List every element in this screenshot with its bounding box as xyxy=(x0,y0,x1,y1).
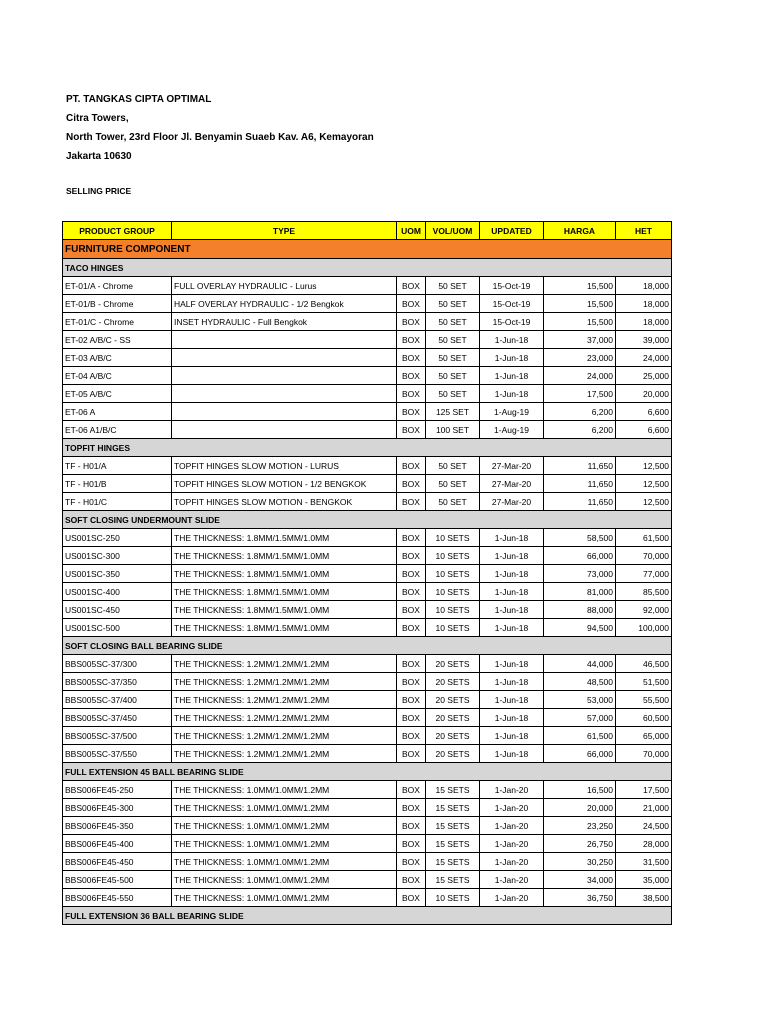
cell-vol-uom: 10 SETS xyxy=(426,583,480,601)
cell-vol-uom: 15 SETS xyxy=(426,799,480,817)
cell-uom: BOX xyxy=(397,655,426,673)
cell-type: THE THICKNESS: 1.8MM/1.5MM/1.0MM xyxy=(172,601,397,619)
cell-harga: 53,000 xyxy=(544,691,616,709)
table-row xyxy=(63,277,672,295)
cell-product: ET-06 A1/B/C xyxy=(63,421,172,439)
cell-product: BBS006FE45-550 xyxy=(63,889,172,907)
group-label: SOFT CLOSING BALL BEARING SLIDE xyxy=(63,637,672,655)
cell-vol-uom: 20 SETS xyxy=(426,691,480,709)
cell-vol-uom: 10 SETS xyxy=(426,547,480,565)
cell-vol-uom: 100 SET xyxy=(426,421,480,439)
cell-product: ET-01/A - Chrome xyxy=(63,277,172,295)
cell-vol-uom: 50 SET xyxy=(426,277,480,295)
cell-harga: 15,500 xyxy=(544,313,616,331)
cell-updated: 1-Jun-18 xyxy=(480,691,544,709)
cell-het: 12,500 xyxy=(616,457,672,475)
table-row xyxy=(63,835,672,853)
cell-uom: BOX xyxy=(397,277,426,295)
cell-uom: BOX xyxy=(397,331,426,349)
cell-product: ET-03 A/B/C xyxy=(63,349,172,367)
cell-het: 35,000 xyxy=(616,871,672,889)
cell-het: 39,000 xyxy=(616,331,672,349)
table-row xyxy=(63,871,672,889)
cell-het: 77,000 xyxy=(616,565,672,583)
cell-type: THE THICKNESS: 1.8MM/1.5MM/1.0MM xyxy=(172,565,397,583)
table-row xyxy=(63,817,672,835)
cell-harga: 44,000 xyxy=(544,655,616,673)
cell-het: 60,500 xyxy=(616,709,672,727)
table-row xyxy=(63,313,672,331)
cell-product: BBS006FE45-300 xyxy=(63,799,172,817)
cell-uom: BOX xyxy=(397,367,426,385)
cell-vol-uom: 125 SET xyxy=(426,403,480,421)
cell-vol-uom: 20 SETS xyxy=(426,655,480,673)
cell-updated: 1-Jun-18 xyxy=(480,655,544,673)
cell-type: THE THICKNESS: 1.0MM/1.0MM/1.2MM xyxy=(172,853,397,871)
cell-het: 70,000 xyxy=(616,745,672,763)
table-row xyxy=(63,781,672,799)
table-header-row xyxy=(63,222,672,240)
cell-product: ET-02 A/B/C - SS xyxy=(63,331,172,349)
col-uom: UOM xyxy=(397,222,426,240)
cell-uom: BOX xyxy=(397,835,426,853)
table-body xyxy=(63,240,672,925)
cell-harga: 15,500 xyxy=(544,277,616,295)
cell-vol-uom: 15 SETS xyxy=(426,817,480,835)
cell-updated: 1-Jun-18 xyxy=(480,583,544,601)
cell-harga: 15,500 xyxy=(544,295,616,313)
cell-harga: 58,500 xyxy=(544,529,616,547)
cell-harga: 48,500 xyxy=(544,673,616,691)
table-row xyxy=(63,853,672,871)
group-row xyxy=(63,511,672,529)
cell-uom: BOX xyxy=(397,493,426,511)
cell-vol-uom: 10 SETS xyxy=(426,889,480,907)
cell-uom: BOX xyxy=(397,709,426,727)
cell-harga: 16,500 xyxy=(544,781,616,799)
table-row xyxy=(63,619,672,637)
table-row xyxy=(63,331,672,349)
cell-type: INSET HYDRAULIC - Full Bengkok xyxy=(172,313,397,331)
cell-type: THE THICKNESS: 1.0MM/1.0MM/1.2MM xyxy=(172,817,397,835)
cell-product: TF - H01/C xyxy=(63,493,172,511)
cell-het: 51,500 xyxy=(616,673,672,691)
cell-product: TF - H01/A xyxy=(63,457,172,475)
cell-uom: BOX xyxy=(397,745,426,763)
col-product-group: PRODUCT GROUP xyxy=(63,222,172,240)
cell-vol-uom: 50 SET xyxy=(426,331,480,349)
cell-type: THE THICKNESS: 1.2MM/1.2MM/1.2MM xyxy=(172,727,397,745)
group-label: TACO HINGES xyxy=(63,259,672,277)
cell-harga: 6,200 xyxy=(544,421,616,439)
table-row xyxy=(63,475,672,493)
cell-product: BBS006FE45-450 xyxy=(63,853,172,871)
cell-product: ET-01/B - Chrome xyxy=(63,295,172,313)
cell-uom: BOX xyxy=(397,421,426,439)
group-row xyxy=(63,259,672,277)
cell-harga: 61,500 xyxy=(544,727,616,745)
cell-vol-uom: 15 SETS xyxy=(426,853,480,871)
cell-product: TF - H01/B xyxy=(63,475,172,493)
cell-het: 46,500 xyxy=(616,655,672,673)
cell-het: 31,500 xyxy=(616,853,672,871)
cell-updated: 1-Aug-19 xyxy=(480,403,544,421)
cell-product: BBS006FE45-350 xyxy=(63,817,172,835)
cell-vol-uom: 50 SET xyxy=(426,475,480,493)
cell-vol-uom: 10 SETS xyxy=(426,619,480,637)
group-label: TOPFIT HINGES xyxy=(63,439,672,457)
cell-het: 85,500 xyxy=(616,583,672,601)
cell-product: BBS005SC-37/350 xyxy=(63,673,172,691)
cell-uom: BOX xyxy=(397,853,426,871)
cell-type: THE THICKNESS: 1.0MM/1.0MM/1.2MM xyxy=(172,889,397,907)
cell-harga: 11,650 xyxy=(544,493,616,511)
cell-uom: BOX xyxy=(397,691,426,709)
cell-harga: 23,000 xyxy=(544,349,616,367)
cell-uom: BOX xyxy=(397,403,426,421)
cell-type xyxy=(172,403,397,421)
table-row xyxy=(63,745,672,763)
table-row xyxy=(63,673,672,691)
table-row xyxy=(63,709,672,727)
section-row xyxy=(63,240,672,259)
cell-uom: BOX xyxy=(397,529,426,547)
group-label: FULL EXTENSION 36 BALL BEARING SLIDE xyxy=(63,907,672,925)
cell-harga: 20,000 xyxy=(544,799,616,817)
cell-harga: 37,000 xyxy=(544,331,616,349)
cell-vol-uom: 20 SETS xyxy=(426,709,480,727)
cell-uom: BOX xyxy=(397,781,426,799)
cell-uom: BOX xyxy=(397,295,426,313)
cell-product: BBS005SC-37/300 xyxy=(63,655,172,673)
cell-updated: 27-Mar-20 xyxy=(480,457,544,475)
cell-type: THE THICKNESS: 1.8MM/1.5MM/1.0MM xyxy=(172,583,397,601)
cell-type: TOPFIT HINGES SLOW MOTION - 1/2 BENGKOK xyxy=(172,475,397,493)
cell-type: THE THICKNESS: 1.0MM/1.0MM/1.2MM xyxy=(172,871,397,889)
table-row xyxy=(63,565,672,583)
table-row xyxy=(63,655,672,673)
cell-vol-uom: 50 SET xyxy=(426,313,480,331)
cell-vol-uom: 15 SETS xyxy=(426,835,480,853)
cell-product: BBS005SC-37/500 xyxy=(63,727,172,745)
cell-product: ET-06 A xyxy=(63,403,172,421)
cell-updated: 1-Jan-20 xyxy=(480,781,544,799)
table-row xyxy=(63,799,672,817)
cell-vol-uom: 50 SET xyxy=(426,457,480,475)
cell-updated: 1-Jan-20 xyxy=(480,889,544,907)
table-row xyxy=(63,889,672,907)
cell-type: TOPFIT HINGES SLOW MOTION - LURUS xyxy=(172,457,397,475)
cell-het: 6,600 xyxy=(616,421,672,439)
cell-updated: 1-Jun-18 xyxy=(480,385,544,403)
cell-uom: BOX xyxy=(397,727,426,745)
cell-het: 21,000 xyxy=(616,799,672,817)
cell-type: THE THICKNESS: 1.8MM/1.5MM/1.0MM xyxy=(172,529,397,547)
table-row xyxy=(63,367,672,385)
cell-uom: BOX xyxy=(397,619,426,637)
col-het: HET xyxy=(616,222,672,240)
cell-product: BBS006FE45-400 xyxy=(63,835,172,853)
cell-type xyxy=(172,331,397,349)
col-type: TYPE xyxy=(172,222,397,240)
cell-type: THE THICKNESS: 1.0MM/1.0MM/1.2MM xyxy=(172,799,397,817)
cell-product: US001SC-250 xyxy=(63,529,172,547)
group-label: FULL EXTENSION 45 BALL BEARING SLIDE xyxy=(63,763,672,781)
cell-vol-uom: 15 SETS xyxy=(426,871,480,889)
cell-uom: BOX xyxy=(397,547,426,565)
cell-product: BBS006FE45-500 xyxy=(63,871,172,889)
cell-vol-uom: 50 SET xyxy=(426,493,480,511)
cell-uom: BOX xyxy=(397,889,426,907)
cell-updated: 1-Jun-18 xyxy=(480,601,544,619)
cell-updated: 1-Jun-18 xyxy=(480,529,544,547)
table-row xyxy=(63,727,672,745)
cell-het: 24,000 xyxy=(616,349,672,367)
cell-type: THE THICKNESS: 1.2MM/1.2MM/1.2MM xyxy=(172,691,397,709)
cell-updated: 27-Mar-20 xyxy=(480,493,544,511)
cell-harga: 81,000 xyxy=(544,583,616,601)
cell-harga: 6,200 xyxy=(544,403,616,421)
table-row xyxy=(63,295,672,313)
group-label: SOFT CLOSING UNDERMOUNT SLIDE xyxy=(63,511,672,529)
col-vol-uom: VOL/UOM xyxy=(426,222,480,240)
cell-het: 6,600 xyxy=(616,403,672,421)
cell-vol-uom: 50 SET xyxy=(426,349,480,367)
cell-type xyxy=(172,385,397,403)
section-label: FURNITURE COMPONENT xyxy=(63,240,672,259)
cell-product: BBS005SC-37/550 xyxy=(63,745,172,763)
cell-type xyxy=(172,349,397,367)
table-row xyxy=(63,601,672,619)
cell-het: 61,500 xyxy=(616,529,672,547)
cell-harga: 11,650 xyxy=(544,457,616,475)
cell-updated: 1-Jun-18 xyxy=(480,565,544,583)
cell-updated: 1-Jun-18 xyxy=(480,673,544,691)
cell-uom: BOX xyxy=(397,799,426,817)
cell-type: TOPFIT HINGES SLOW MOTION - BENGKOK xyxy=(172,493,397,511)
table-row xyxy=(63,421,672,439)
cell-het: 92,000 xyxy=(616,601,672,619)
cell-het: 100,000 xyxy=(616,619,672,637)
cell-updated: 1-Jun-18 xyxy=(480,331,544,349)
cell-type: HALF OVERLAY HYDRAULIC - 1/2 Bengkok xyxy=(172,295,397,313)
cell-het: 18,000 xyxy=(616,277,672,295)
cell-het: 38,500 xyxy=(616,889,672,907)
cell-updated: 1-Jun-18 xyxy=(480,619,544,637)
cell-type: THE THICKNESS: 1.8MM/1.5MM/1.0MM xyxy=(172,547,397,565)
cell-product: US001SC-300 xyxy=(63,547,172,565)
cell-updated: 1-Jan-20 xyxy=(480,799,544,817)
cell-uom: BOX xyxy=(397,583,426,601)
table-row xyxy=(63,529,672,547)
cell-het: 65,000 xyxy=(616,727,672,745)
cell-type: THE THICKNESS: 1.2MM/1.2MM/1.2MM xyxy=(172,709,397,727)
table-row xyxy=(63,493,672,511)
cell-het: 55,500 xyxy=(616,691,672,709)
cell-het: 18,000 xyxy=(616,313,672,331)
table-row xyxy=(63,547,672,565)
cell-harga: 88,000 xyxy=(544,601,616,619)
price-table xyxy=(62,221,672,925)
group-row xyxy=(63,637,672,655)
cell-product: ET-05 A/B/C xyxy=(63,385,172,403)
cell-vol-uom: 10 SETS xyxy=(426,565,480,583)
cell-harga: 11,650 xyxy=(544,475,616,493)
company-name: PT. TANGKAS CIPTA OPTIMAL xyxy=(66,94,212,105)
cell-updated: 15-Oct-19 xyxy=(480,295,544,313)
cell-updated: 1-Jun-18 xyxy=(480,367,544,385)
cell-product: BBS006FE45-250 xyxy=(63,781,172,799)
cell-type: THE THICKNESS: 1.2MM/1.2MM/1.2MM xyxy=(172,655,397,673)
cell-type: THE THICKNESS: 1.0MM/1.0MM/1.2MM xyxy=(172,835,397,853)
cell-uom: BOX xyxy=(397,673,426,691)
cell-uom: BOX xyxy=(397,313,426,331)
cell-harga: 94,500 xyxy=(544,619,616,637)
cell-product: US001SC-500 xyxy=(63,619,172,637)
cell-het: 12,500 xyxy=(616,475,672,493)
cell-het: 17,500 xyxy=(616,781,672,799)
cell-product: ET-01/C - Chrome xyxy=(63,313,172,331)
cell-type: FULL OVERLAY HYDRAULIC - Lurus xyxy=(172,277,397,295)
company-address-1: Citra Towers, xyxy=(66,113,129,124)
cell-vol-uom: 20 SETS xyxy=(426,727,480,745)
cell-vol-uom: 50 SET xyxy=(426,295,480,313)
table-row xyxy=(63,583,672,601)
company-address-2: North Tower, 23rd Floor Jl. Benyamin Suaeb Kav. A6, Kemayoran xyxy=(66,132,374,143)
table-row xyxy=(63,385,672,403)
cell-updated: 27-Mar-20 xyxy=(480,475,544,493)
cell-type: THE THICKNESS: 1.2MM/1.2MM/1.2MM xyxy=(172,673,397,691)
group-row xyxy=(63,763,672,781)
cell-uom: BOX xyxy=(397,871,426,889)
doc-title: SELLING PRICE xyxy=(66,186,132,196)
cell-product: BBS005SC-37/400 xyxy=(63,691,172,709)
cell-het: 24,500 xyxy=(616,817,672,835)
cell-product: US001SC-450 xyxy=(63,601,172,619)
cell-uom: BOX xyxy=(397,385,426,403)
cell-harga: 30,250 xyxy=(544,853,616,871)
cell-het: 70,000 xyxy=(616,547,672,565)
cell-updated: 15-Oct-19 xyxy=(480,277,544,295)
cell-uom: BOX xyxy=(397,475,426,493)
col-harga: HARGA xyxy=(544,222,616,240)
cell-updated: 15-Oct-19 xyxy=(480,313,544,331)
cell-type: THE THICKNESS: 1.0MM/1.0MM/1.2MM xyxy=(172,781,397,799)
cell-vol-uom: 50 SET xyxy=(426,367,480,385)
cell-het: 20,000 xyxy=(616,385,672,403)
company-header xyxy=(66,90,374,166)
cell-vol-uom: 20 SETS xyxy=(426,745,480,763)
cell-harga: 34,000 xyxy=(544,871,616,889)
table-row xyxy=(63,691,672,709)
cell-het: 18,000 xyxy=(616,295,672,313)
cell-product: ET-04 A/B/C xyxy=(63,367,172,385)
cell-type: THE THICKNESS: 1.8MM/1.5MM/1.0MM xyxy=(172,619,397,637)
cell-uom: BOX xyxy=(397,565,426,583)
cell-vol-uom: 20 SETS xyxy=(426,673,480,691)
cell-updated: 1-Jan-20 xyxy=(480,817,544,835)
cell-uom: BOX xyxy=(397,817,426,835)
col-updated: UPDATED xyxy=(480,222,544,240)
cell-product: US001SC-350 xyxy=(63,565,172,583)
cell-harga: 17,500 xyxy=(544,385,616,403)
cell-uom: BOX xyxy=(397,601,426,619)
cell-uom: BOX xyxy=(397,457,426,475)
cell-product: US001SC-400 xyxy=(63,583,172,601)
cell-harga: 57,000 xyxy=(544,709,616,727)
cell-harga: 26,750 xyxy=(544,835,616,853)
table-row xyxy=(63,403,672,421)
cell-updated: 1-Jun-18 xyxy=(480,709,544,727)
cell-harga: 36,750 xyxy=(544,889,616,907)
group-row xyxy=(63,907,672,925)
cell-harga: 66,000 xyxy=(544,547,616,565)
table-row xyxy=(63,349,672,367)
cell-het: 12,500 xyxy=(616,493,672,511)
cell-vol-uom: 10 SETS xyxy=(426,529,480,547)
cell-updated: 1-Jun-18 xyxy=(480,349,544,367)
cell-updated: 1-Jun-18 xyxy=(480,547,544,565)
cell-updated: 1-Jan-20 xyxy=(480,835,544,853)
cell-vol-uom: 50 SET xyxy=(426,385,480,403)
cell-uom: BOX xyxy=(397,349,426,367)
cell-het: 25,000 xyxy=(616,367,672,385)
group-row xyxy=(63,439,672,457)
cell-updated: 1-Jan-20 xyxy=(480,871,544,889)
cell-updated: 1-Jun-18 xyxy=(480,745,544,763)
cell-type: THE THICKNESS: 1.2MM/1.2MM/1.2MM xyxy=(172,745,397,763)
cell-type xyxy=(172,367,397,385)
cell-product: BBS005SC-37/450 xyxy=(63,709,172,727)
cell-harga: 24,000 xyxy=(544,367,616,385)
cell-updated: 1-Jan-20 xyxy=(480,853,544,871)
cell-het: 28,000 xyxy=(616,835,672,853)
cell-harga: 73,000 xyxy=(544,565,616,583)
cell-harga: 66,000 xyxy=(544,745,616,763)
table-row xyxy=(63,457,672,475)
cell-updated: 1-Jun-18 xyxy=(480,727,544,745)
cell-vol-uom: 15 SETS xyxy=(426,781,480,799)
cell-updated: 1-Aug-19 xyxy=(480,421,544,439)
cell-harga: 23,250 xyxy=(544,817,616,835)
cell-vol-uom: 10 SETS xyxy=(426,601,480,619)
cell-type xyxy=(172,421,397,439)
company-city: Jakarta 10630 xyxy=(66,151,132,162)
